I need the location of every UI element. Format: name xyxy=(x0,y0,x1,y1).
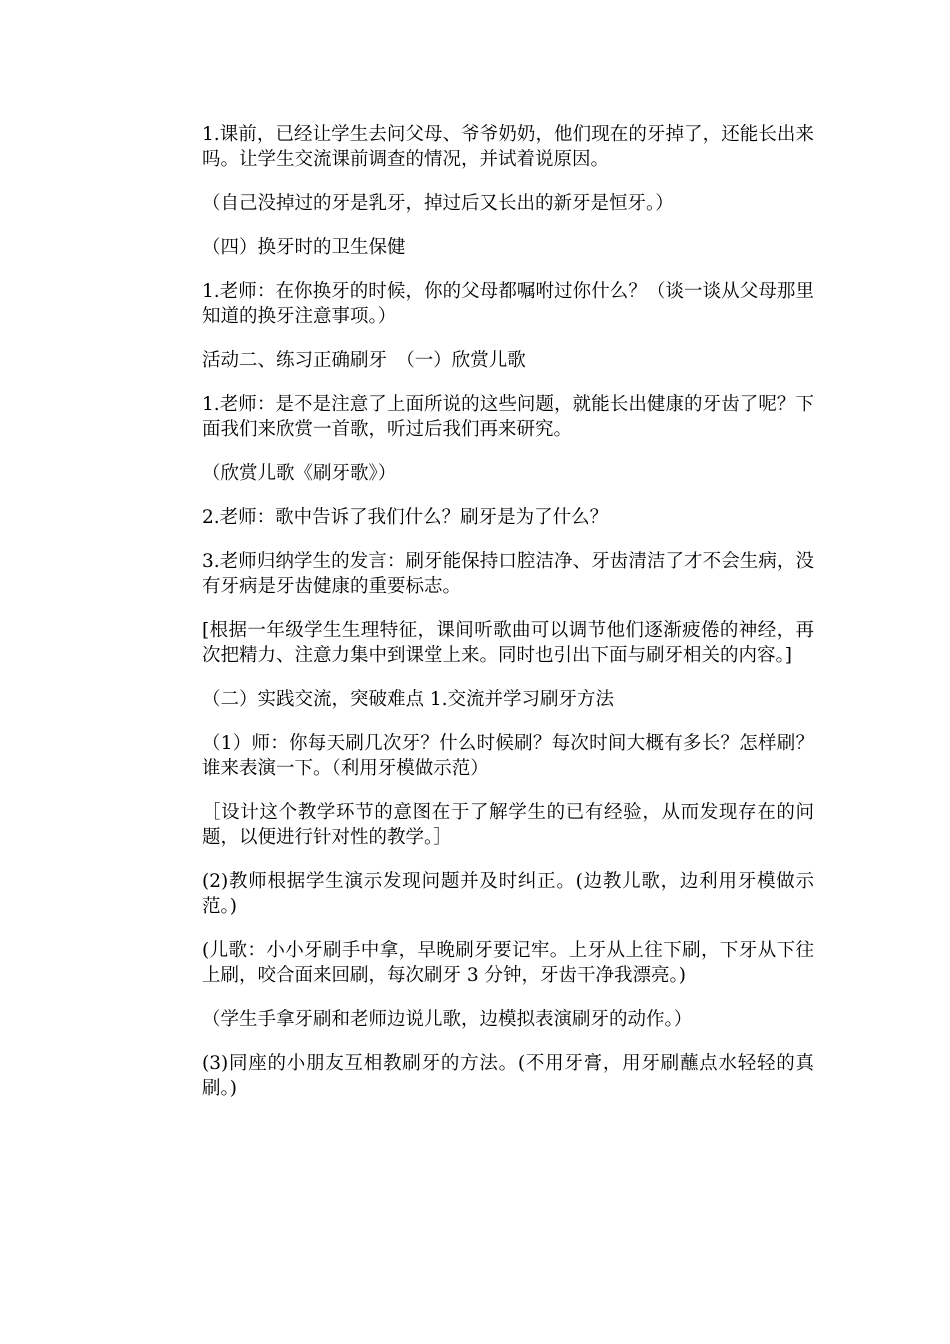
paragraph-16: （学生手拿牙刷和老师边说儿歌，边模拟表演刷牙的动作。） xyxy=(202,1009,693,1030)
activity-heading-brushing: 活动二、练习正确刷牙 （一）欣赏儿歌 xyxy=(202,350,526,371)
design-note-1: [根据一年级学生生理特征，课间听歌曲可以调节他们逐渐疲倦的神经，再次把精力、注意力集中到课堂上来。同时也引出下面与刷牙相关的内容。] xyxy=(202,620,814,666)
paragraph-17: (3)同座的小朋友互相教刷牙的方法。(不用牙膏，用牙刷蘸点水轻轻的真刷。) xyxy=(202,1053,814,1099)
paragraph-2: （自己没掉过的牙是乳牙，掉过后又长出的新牙是恒牙。） xyxy=(202,193,674,214)
paragraph-8: 2.老师：歌中告诉了我们什么？刷牙是为了什么？ xyxy=(202,507,609,528)
document-body xyxy=(202,122,814,1120)
paragraph-6: 1.老师：是不是注意了上面所说的这些问题，就能长出健康的牙齿了呢？下面我们来欣赏一首歌，听过后我们再来研究。 xyxy=(202,394,814,440)
paragraph-14: (2)教师根据学生演示发现问题并及时纠正。(边教儿歌，边利用牙模做示范。) xyxy=(202,871,814,917)
nursery-rhyme: (儿歌：小小牙刷手中拿，早晚刷牙要记牢。上牙从上往下刷，下牙从下往上刷，咬合面来回刷，每次刷牙 3 分钟，牙齿干净我漂亮。) xyxy=(202,940,814,986)
paragraph-4: 1.老师：在你换牙的时候，你的父母都嘱咐过你什么？（谈一谈从父母那里知道的换牙注意事项。） xyxy=(202,281,814,327)
paragraph-1: 1.课前，已经让学生去问父母、爷爷奶奶，他们现在的牙掉了，还能长出来吗。让学生交流课前调查的情况，并试着说原因。 xyxy=(202,124,814,170)
section-heading-hygiene: （四）换牙时的卫生保健 xyxy=(202,237,406,258)
paragraph-9: 3.老师归纳学生的发言：刷牙能保持口腔洁净、牙齿清洁了才不会生病，没有牙病是牙齿健康的重要标志。 xyxy=(202,551,814,597)
section-heading-practice: （二）实践交流，突破难点 1.交流并学习刷牙方法 xyxy=(202,689,615,710)
design-note-2: ［设计这个教学环节的意图在于了解学生的已有经验，从而发现存在的问题，以便进行针对性的教学。］ xyxy=(202,802,814,848)
paragraph-7: （欣赏儿歌《刷牙歌》） xyxy=(202,463,397,484)
paragraph-12: （1）师：你每天刷几次牙？什么时候刷？每次时间大概有多长？怎样刷？谁来表演一下。（利用牙模做示范） xyxy=(202,733,814,779)
